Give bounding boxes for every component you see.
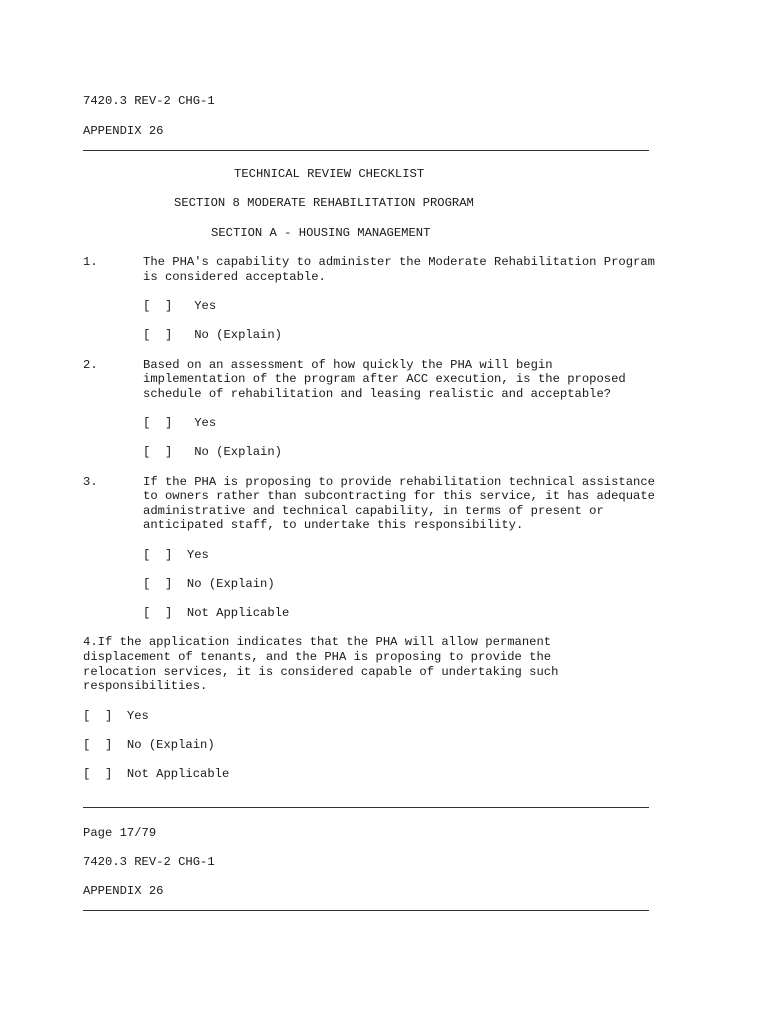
item-number: 2. <box>83 358 98 372</box>
footer-rule <box>83 807 649 808</box>
item-2-text-line: implementation of the program after ACC execution, is the proposed <box>143 372 626 386</box>
item-4-option-no[interactable]: [ ] No (Explain) <box>83 738 215 752</box>
title-section: SECTION A - HOUSING MANAGEMENT <box>211 226 431 240</box>
item-1-option-no[interactable]: [ ] No (Explain) <box>143 328 282 342</box>
item-1-option-yes[interactable]: [ ] Yes <box>143 299 217 313</box>
item-2-text-line: schedule of rehabilitation and leasing realistic and acceptable? <box>143 387 612 401</box>
footer-bottom-rule <box>83 910 649 911</box>
item-1-text-line: is considered acceptable. <box>143 270 326 284</box>
item-4-text-line: 4.If the application indicates that the PHA will allow permanent <box>83 635 552 649</box>
header-appendix: APPENDIX 26 <box>83 124 164 138</box>
item-4-option-yes[interactable]: [ ] Yes <box>83 709 149 723</box>
item-4-text-line: displacement of tenants, and the PHA is proposing to provide the <box>83 650 552 664</box>
item-2-option-no[interactable]: [ ] No (Explain) <box>143 445 282 459</box>
item-number: 1. <box>83 255 98 269</box>
item-3-option-yes[interactable]: [ ] Yes <box>143 548 209 562</box>
item-3-text-line: administrative and technical capability, in terms of present or <box>143 504 604 518</box>
item-3-option-no[interactable]: [ ] No (Explain) <box>143 577 275 591</box>
item-4-option-na[interactable]: [ ] Not Applicable <box>83 767 230 781</box>
header-doc-id: 7420.3 REV-2 CHG-1 <box>83 94 215 108</box>
page-number: Page 17/79 <box>83 826 157 840</box>
item-4-text-line: relocation services, it is considered capable of undertaking such <box>83 665 559 679</box>
item-3-option-na[interactable]: [ ] Not Applicable <box>143 606 290 620</box>
footer-appendix: APPENDIX 26 <box>83 884 164 898</box>
item-3-text-line: If the PHA is proposing to provide rehabilitation technical assistance <box>143 475 655 489</box>
item-3-text-line: anticipated staff, to undertake this responsibility. <box>143 518 524 532</box>
item-number: 3. <box>83 475 98 489</box>
item-2-text-line: Based on an assessment of how quickly the PHA will begin <box>143 358 553 372</box>
title-program: SECTION 8 MODERATE REHABILITATION PROGRAM <box>174 196 474 210</box>
item-2-option-yes[interactable]: [ ] Yes <box>143 416 217 430</box>
title-checklist: TECHNICAL REVIEW CHECKLIST <box>234 167 425 181</box>
item-3-text-line: to owners rather than subcontracting for this service, it has adequate <box>143 489 655 503</box>
item-4-text-line: responsibilities. <box>83 679 208 693</box>
footer-doc-id: 7420.3 REV-2 CHG-1 <box>83 855 215 869</box>
item-1-text-line: The PHA's capability to administer the Moderate Rehabilitation Program <box>143 255 655 269</box>
header-rule <box>83 150 649 151</box>
